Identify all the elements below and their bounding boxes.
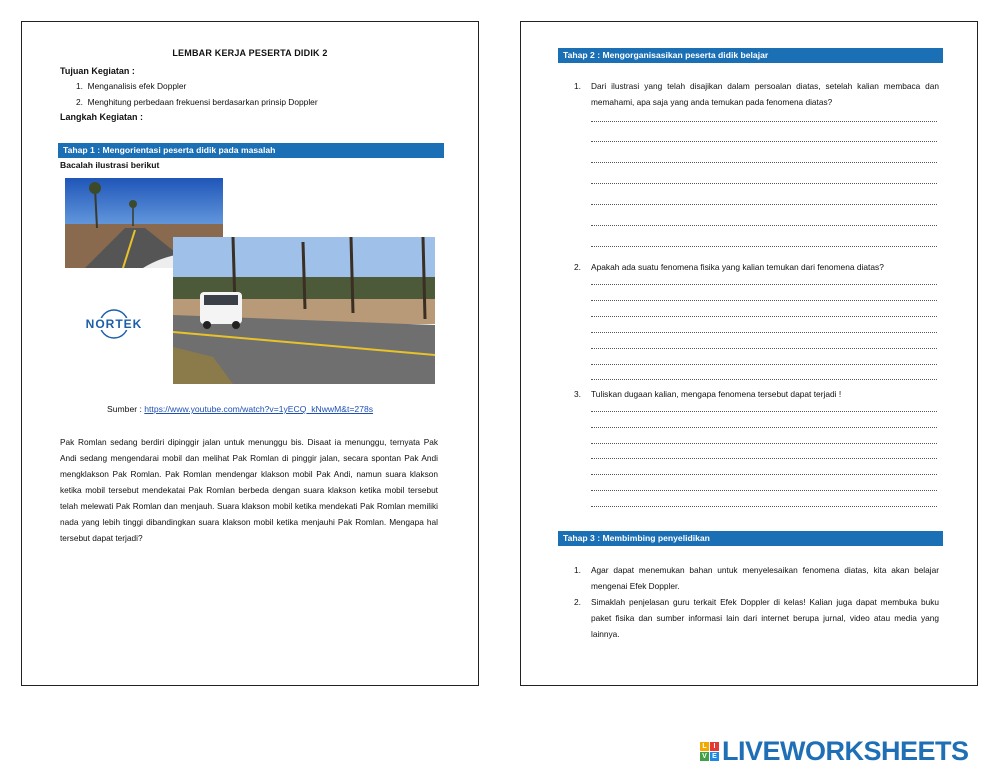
logo-block-v: V: [700, 752, 709, 761]
road-photo-2: [173, 237, 435, 384]
question-1: Dari ilustrasi yang telah disajikan dalam persoalan diatas, setelah kalian membaca dan memahami, apa saja yang anda temukan pada fenomena diatas?: [591, 81, 939, 107]
logo-block-e: E: [710, 752, 719, 761]
s2-number: 2.: [574, 597, 581, 607]
tujuan-item-1: 1. Menganalisis efek Doppler: [76, 81, 187, 91]
liveworksheets-logo-text: LIVEWORKSHEETS: [722, 735, 969, 766]
tahap2-banner: Tahap 2 : Mengorganisasikan peserta didik belajar: [558, 48, 943, 63]
liveworksheets-logo[interactable]: [700, 736, 969, 766]
step-2: Simaklah penjelasan guru terkait Efek Doppler di kelas! Kalian juga dapat membuka buku paket fisika dan sumber informasi lain dari internet berupa jurnal, video atau media yang lainnya.: [591, 597, 939, 639]
tujuan-label: Tujuan Kegiatan :: [60, 66, 135, 76]
answer-line[interactable]: [591, 364, 937, 366]
bacalah-label: Bacalah ilustrasi berikut: [60, 160, 160, 170]
answer-line[interactable]: [591, 490, 937, 492]
answer-line[interactable]: [591, 411, 937, 413]
q1-number: 1.: [574, 81, 581, 91]
tahap3-banner: Tahap 3 : Membimbing penyelidikan: [558, 531, 943, 546]
tahap1-banner: Tahap 1 : Mengorientasi peserta didik pada masalah: [58, 143, 444, 158]
logo-block-l: L: [700, 742, 709, 751]
langkah-label: Langkah Kegiatan :: [60, 112, 144, 122]
answer-line[interactable]: [591, 506, 937, 508]
answer-line[interactable]: [591, 474, 937, 476]
q2-number: 2.: [574, 262, 581, 272]
answer-line[interactable]: [591, 183, 937, 185]
tujuan-item-2: 2. Menghitung perbedaan frekuensi berdasarkan prinsip Doppler: [76, 97, 318, 107]
liveworksheets-logo-icon: [700, 742, 719, 761]
answer-line[interactable]: [591, 284, 937, 286]
answer-line[interactable]: [591, 379, 937, 381]
answer-line[interactable]: [591, 141, 937, 143]
answer-line[interactable]: [591, 332, 937, 334]
worksheet-page-2: [520, 21, 978, 686]
source-line: [107, 404, 373, 414]
s1-number: 1.: [574, 565, 581, 575]
question-3: Tuliskan dugaan kalian, mengapa fenomena tersebut dapat terjadi !: [591, 389, 842, 399]
answer-line[interactable]: [591, 121, 937, 123]
source-link[interactable]: https://www.youtube.com/watch?v=1yECQ_kNwwM&t=278s: [144, 404, 374, 414]
answer-line[interactable]: [591, 427, 937, 429]
answer-line[interactable]: [591, 443, 937, 445]
story-paragraph: Pak Romlan sedang berdiri dipinggir jalan untuk menunggu bis. Disaat ia menunggu, ternyata Pak Andi sedang mengendarai mobil dan melihat Pak Romlan di pinggir jalan, secara spontan Pak Andi mengklakson Pak Romlan. Pak Romlan mendengar klakson mobil Pak Andi, namun suara klakson ketika mobil tersebut mendekatai Pak Romlan berbeda dengan suara klakson ketika mobil tersebut telah melewati Pak Romlan dan menjauh. Suara klakson mobil ketika mendekati Pak Romlan memiliki nada yang lebih tinggi dibandingkan suara klakson mobil ketika menjauhi Pak Romlan. Mengapa hal tersebut dapat terjadi?: [60, 437, 438, 543]
answer-line[interactable]: [591, 162, 937, 164]
answer-line[interactable]: [591, 246, 937, 248]
q3-number: 3.: [574, 389, 581, 399]
question-2: Apakah ada suatu fenomena fisika yang kalian temukan dari fenomena diatas?: [591, 262, 884, 272]
nortek-logo: [84, 304, 144, 342]
worksheet-title: LEMBAR KERJA PESERTA DIDIK 2: [172, 48, 328, 58]
worksheet-page-1: [21, 21, 479, 686]
step-1: Agar dapat menemukan bahan untuk menyelesaikan fenomena diatas, kita akan belajar mengenai Efek Doppler.: [591, 565, 939, 591]
answer-line[interactable]: [591, 300, 937, 302]
source-label: Sumber :: [107, 404, 145, 414]
answer-line[interactable]: [591, 316, 937, 318]
answer-line[interactable]: [591, 348, 937, 350]
logo-block-i: I: [710, 742, 719, 751]
answer-line[interactable]: [591, 204, 937, 206]
answer-line[interactable]: [591, 225, 937, 227]
answer-line[interactable]: [591, 458, 937, 460]
nortek-logo-text: NORTEK: [85, 317, 143, 331]
